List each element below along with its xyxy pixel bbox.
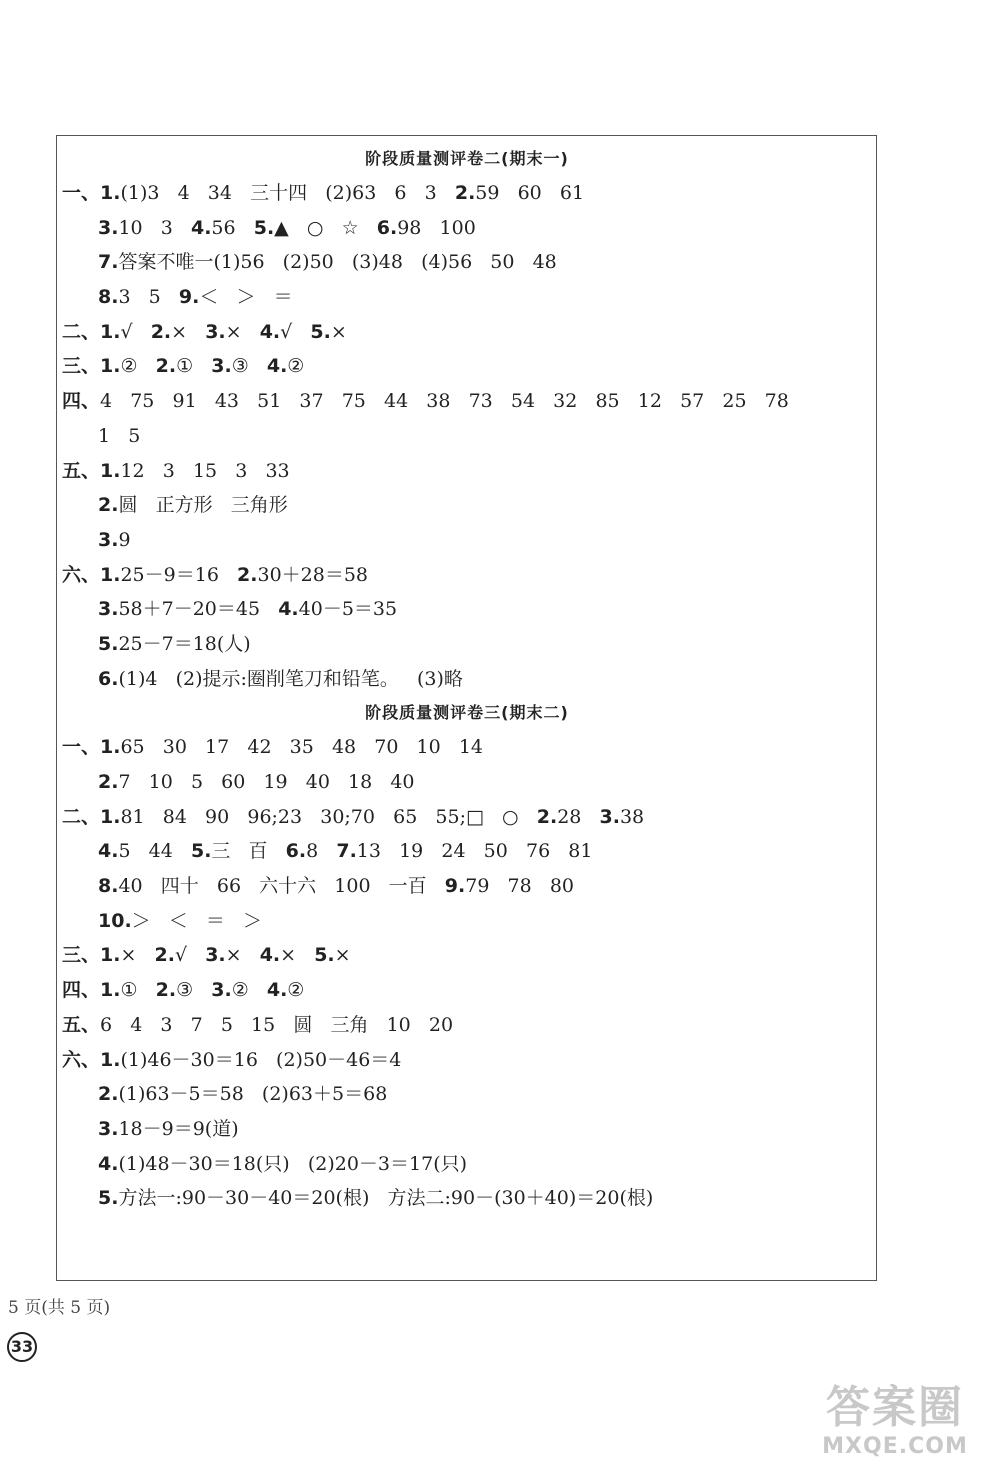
answer-line (62, 1112, 872, 1147)
answer-text: ▲ ○ ☆ (274, 216, 377, 239)
section-label: 四、 (62, 390, 101, 413)
answer-line (62, 523, 872, 558)
page-footer-text: 5 页(共 5 页) (8, 1298, 111, 1318)
answer-text: 79 78 80 (465, 875, 575, 898)
page-number-badge: 33 (7, 1332, 37, 1362)
question-number: 2. (98, 771, 119, 793)
answer-text: × (330, 320, 347, 343)
question-number: 8. (98, 875, 119, 898)
answer-text: 56 (211, 216, 254, 239)
question-number: 7. (336, 840, 357, 863)
answer-text: × (225, 944, 260, 967)
section-label: 五、 (62, 1013, 101, 1036)
watermark-sub-text: MXQE.COM (822, 1434, 968, 1459)
section-label: 一、 (62, 182, 101, 204)
question-number: 6. (98, 667, 119, 690)
question-number: 1. (100, 736, 121, 759)
answer-line (62, 211, 872, 246)
answer-text: ① (120, 979, 156, 1002)
answer-line (62, 176, 872, 211)
question-number: 2. (98, 1083, 119, 1106)
answer-text: 25－9＝16 (120, 563, 238, 586)
answer-line (62, 1147, 872, 1182)
section-label: 三、 (62, 944, 101, 967)
answer-text: × (171, 320, 206, 343)
question-number: 2. (155, 355, 177, 378)
section-title: 阶段质量测评卷三(期末二) (365, 703, 569, 723)
answer-text: 25－7＝18(人) (118, 632, 251, 655)
section-title: 阶段质量测评卷二(期末一) (365, 149, 569, 168)
answer-text: × (120, 944, 155, 967)
answer-line (62, 384, 872, 419)
question-number: 6. (285, 840, 307, 863)
answer-line (62, 1008, 872, 1043)
answer-text: ② (287, 979, 305, 1002)
answer-text: (1)3 4 34 三十四 (2)63 6 3 (120, 182, 455, 204)
answer-text: × (334, 944, 351, 967)
section-label: 六、 (62, 563, 101, 586)
question-number: 3. (98, 528, 119, 551)
question-number: 3. (98, 598, 119, 621)
question-number: 5. (190, 840, 212, 863)
answer-text: 58＋7－20＝45 (118, 598, 279, 621)
question-number: 2. (454, 182, 476, 204)
answer-text: (1)63－5＝58 (2)63＋5＝68 (118, 1083, 388, 1106)
answer-line (62, 973, 872, 1008)
question-number: 4. (259, 944, 281, 967)
answer-text: 7 10 5 60 19 40 18 40 (118, 771, 415, 793)
answer-text: 81 84 90 96;23 30;70 65 55;□ ○ (120, 805, 537, 828)
answer-line (62, 245, 872, 280)
question-number: 4. (278, 598, 299, 621)
question-number: 3. (98, 1117, 119, 1140)
question-number: 1. (100, 979, 121, 1002)
section-label: 二、 (62, 805, 101, 828)
question-number: 4. (98, 840, 119, 863)
answer-line (62, 349, 872, 384)
answer-text: ② (287, 355, 305, 378)
answer-text: 30＋28＝58 (257, 563, 369, 586)
answer-text: √ (120, 320, 151, 343)
question-number: 7. (98, 251, 119, 274)
answer-text: ③ (176, 979, 212, 1002)
answer-text: 三 百 (211, 840, 286, 863)
question-number: 3. (205, 320, 226, 343)
answer-text: 答案不唯一(1)56 (2)50 (3)48 (4)56 50 48 (118, 251, 557, 274)
answer-text: ② (231, 979, 267, 1002)
question-number: 1. (100, 1048, 121, 1071)
section-label: 二、 (62, 320, 101, 343)
question-number: 2. (154, 944, 175, 967)
answer-text: 18－9＝9(道) (118, 1117, 239, 1140)
answer-text: ② (120, 355, 156, 378)
section-label: 五、 (62, 459, 101, 482)
answer-line (62, 488, 872, 523)
answer-text: 40 四十 66 六十六 100 一百 (118, 875, 445, 898)
answer-text: 圆 正方形 三角形 (118, 494, 288, 517)
answer-text: 12 3 15 3 33 (120, 459, 290, 482)
question-number: 1. (100, 182, 121, 204)
question-number: 2. (150, 320, 172, 343)
answer-text: ＞ ＜ ＝ ＞ (131, 909, 263, 932)
answer-text: × (280, 944, 315, 967)
answer-line (62, 315, 872, 350)
question-number: 3. (205, 944, 226, 967)
question-number: 3. (211, 979, 232, 1002)
question-number: 8. (98, 286, 119, 309)
question-number: 9. (178, 286, 200, 309)
question-number: 3. (599, 805, 620, 828)
answer-line (62, 1181, 872, 1216)
answer-line (62, 1077, 872, 1112)
answer-text: 9 (118, 528, 131, 551)
answer-text: (1)4 (2)提示:圈削笔刀和铅笔。 (3)略 (118, 667, 463, 690)
answer-line (62, 558, 872, 593)
answer-line (62, 419, 872, 454)
answer-text: 8 (306, 840, 337, 863)
question-number: 2. (237, 563, 258, 586)
question-number: 1. (100, 944, 121, 967)
question-number: 5. (253, 216, 275, 239)
watermark-logo (800, 1382, 990, 1467)
answer-line (62, 1043, 872, 1078)
question-number: 5. (98, 632, 119, 655)
answer-text: 38 (619, 805, 645, 828)
question-number: 4. (259, 320, 281, 343)
question-number: 4. (98, 1152, 119, 1175)
question-number: 5. (314, 944, 335, 967)
answer-text: 1 5 (98, 424, 141, 447)
question-number: 10. (98, 909, 132, 932)
answer-line (62, 834, 872, 869)
question-number: 1. (100, 320, 121, 343)
answer-text: 59 60 61 (475, 182, 585, 204)
answer-text: (1)46－30＝16 (2)50－46＝4 (120, 1048, 402, 1071)
question-number: 1. (100, 805, 121, 828)
question-number: 6. (376, 216, 398, 239)
question-number: 2. (98, 494, 119, 517)
question-number: 3. (98, 216, 119, 239)
question-number: 4. (266, 355, 288, 378)
answer-text: 6 4 3 7 5 15 圆 三角 10 20 (100, 1013, 454, 1036)
question-number: 5. (98, 1187, 119, 1210)
watermark-main-text: 答案圈 (826, 1382, 964, 1433)
answer-line (62, 938, 872, 973)
answer-text: 3 5 (118, 286, 179, 309)
question-number: 5. (310, 320, 331, 343)
section-label: 三、 (62, 355, 101, 378)
answer-text: 65 30 17 42 35 48 70 10 14 (120, 736, 484, 759)
question-number: 9. (444, 875, 466, 898)
question-number: 2. (155, 979, 177, 1002)
answer-line (62, 904, 872, 939)
answer-text: × (225, 320, 260, 343)
question-number: 1. (100, 563, 121, 586)
answer-line (62, 800, 872, 835)
answer-line (62, 765, 872, 800)
answer-text: 10 3 (118, 216, 191, 239)
answer-text: √ (174, 944, 206, 967)
question-number: 4. (190, 216, 212, 239)
answer-line (62, 627, 872, 662)
section-label: 四、 (62, 979, 101, 1002)
answer-text: 4 75 91 43 51 37 75 44 38 73 54 32 85 12 57 25 78 (100, 390, 789, 413)
section-label: 一、 (62, 736, 101, 759)
question-number: 3. (211, 355, 232, 378)
answer-line (62, 730, 872, 765)
answer-text: √ (280, 320, 311, 343)
answer-text: ＜ ＞ ＝ (199, 286, 293, 309)
answer-text: ③ (231, 355, 267, 378)
answer-text: 5 44 (118, 840, 191, 863)
answer-line (62, 869, 872, 904)
answer-text: 98 100 (397, 216, 476, 239)
answer-line (62, 662, 872, 697)
answer-text: (1)48－30＝18(只) (2)20－3＝17(只) (118, 1152, 468, 1175)
answer-text: 方法一:90－30－40＝20(根) 方法二:90－(30＋40)＝20(根) (118, 1187, 654, 1210)
question-number: 2. (536, 805, 558, 828)
answer-text: 13 19 24 50 76 81 (356, 840, 593, 863)
question-number: 1. (100, 459, 121, 482)
question-number: 1. (100, 355, 121, 378)
section-label: 六、 (62, 1048, 101, 1071)
answer-text: ① (176, 355, 212, 378)
answer-line (62, 592, 872, 627)
answer-text: 40－5＝35 (298, 598, 398, 621)
answer-content (62, 142, 872, 1216)
answer-line (62, 454, 872, 489)
answer-line (62, 280, 872, 315)
question-number: 4. (266, 979, 288, 1002)
answer-text: 28 (557, 805, 600, 828)
